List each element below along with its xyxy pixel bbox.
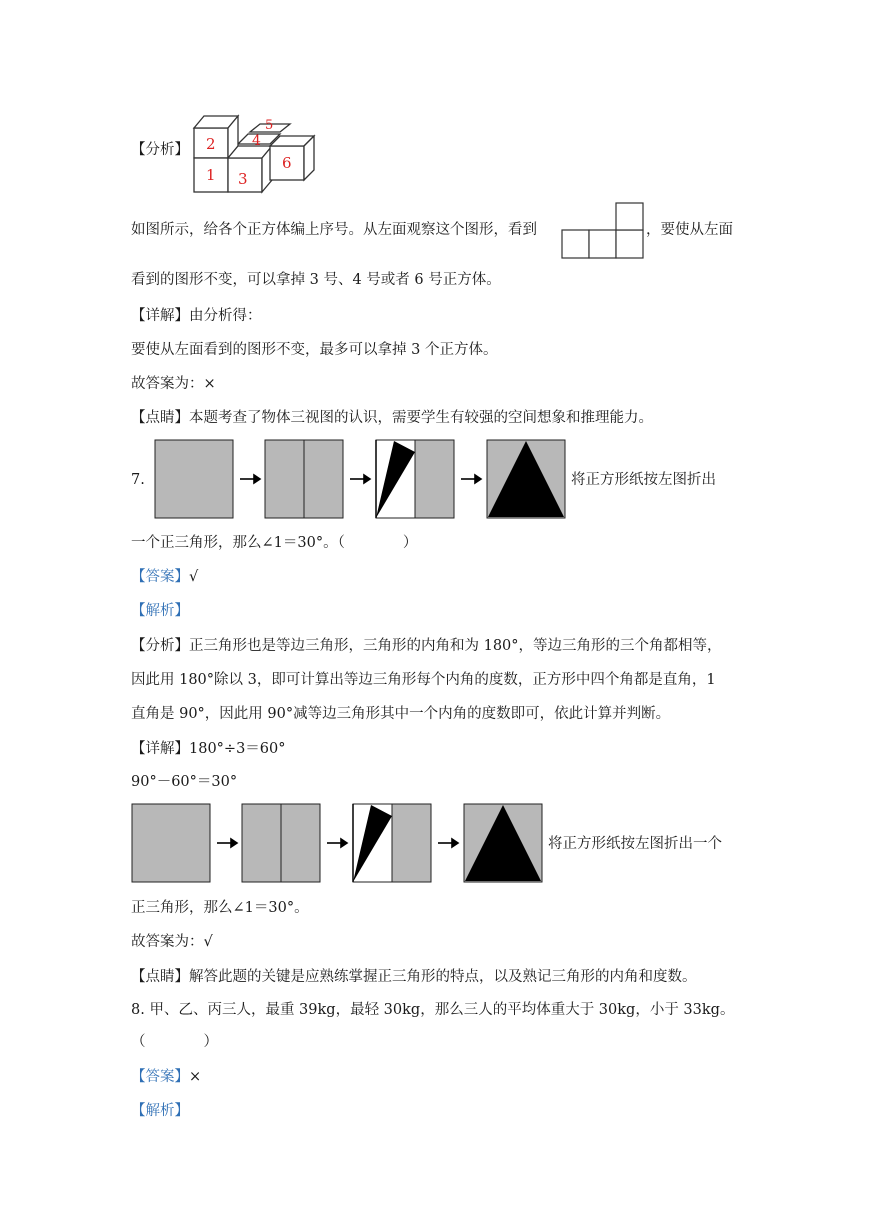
comment-text: 本题考查了物体三视图的认识，需要学生有较强的空间想象和推理能力。 bbox=[189, 410, 653, 426]
q7-fig2-line2: 正三角形，那么∠1＝30°。 bbox=[131, 900, 309, 916]
q7-fig2-right: 将正方形纸按左图折出一个 bbox=[548, 836, 722, 852]
comment-tag: 【点睛】 bbox=[131, 410, 189, 426]
answer-tag: 【答案】 bbox=[131, 1069, 189, 1085]
cube-label-1: 1 bbox=[206, 166, 216, 184]
answer-value: √ bbox=[189, 569, 199, 585]
comment-text: 解答此题的关键是应熟练掌握正三角形的特点，以及熟记三角形的内角和度数。 bbox=[189, 969, 697, 985]
q7-analysis-l1 bbox=[131, 636, 722, 656]
q8-answer bbox=[131, 1067, 201, 1087]
detail-text: 由分析得： bbox=[189, 308, 262, 324]
analysis-tag: 【分析】 bbox=[131, 142, 189, 158]
s6-line1-end: ，要使从左面 bbox=[646, 222, 733, 238]
q8-paren: （ ） bbox=[131, 1034, 218, 1050]
q7-detail-l2: 90°－60°＝30° bbox=[131, 774, 238, 790]
q7-answer bbox=[131, 567, 198, 587]
fold-sequence-figure-1 bbox=[154, 439, 568, 521]
q7-analysis-l2: 因此用 180°除以 3，即可计算出等边三角形每个内角的度数，正方形中四个角都是直角，1 bbox=[131, 672, 716, 688]
q7-number: 7. bbox=[131, 472, 145, 488]
q7-answer-line: 故答案为：√ bbox=[131, 934, 213, 950]
s6-answer: 故答案为：× bbox=[131, 376, 216, 392]
q7-detail-l1 bbox=[131, 739, 286, 759]
q7-stem-line2: 一个正三角形，那么∠1＝30°。（ ） bbox=[131, 535, 418, 551]
cube-label-3: 3 bbox=[238, 170, 248, 188]
comment-tag: 【点睛】 bbox=[131, 969, 189, 985]
s6-comment bbox=[131, 408, 653, 428]
q7-analysis-l3: 直角是 90°，因此用 90°减等边三角形其中一个内角的度数即可，依此计算并判断。 bbox=[131, 706, 671, 722]
q8-stem: 8. 甲、乙、丙三人，最重 39kg，最轻 30kg，那么三人的平均体重大于 30kg，小于 33kg。 bbox=[131, 1002, 735, 1018]
q7-stem-right: 将正方形纸按左图折出 bbox=[571, 472, 716, 488]
s6-line4: 要使从左面看到的图形不变，最多可以拿掉 3 个正方体。 bbox=[131, 342, 498, 358]
s6-detail bbox=[131, 306, 262, 326]
cube-label-6: 6 bbox=[282, 154, 292, 172]
detail-text: 180°÷3＝60° bbox=[189, 741, 286, 757]
left-view-figure bbox=[561, 202, 645, 260]
cube-label-2: 2 bbox=[206, 135, 216, 153]
analysis-text: 正三角形也是等边三角形，三角形的内角和为 180°，等边三角形的三个角都相等， bbox=[189, 638, 722, 654]
q8-explain-tag: 【解析】 bbox=[131, 1103, 189, 1119]
s6-line2: 看到的图形不变，可以拿掉 3 号、4 号或者 6 号正方体。 bbox=[131, 272, 501, 288]
detail-tag: 【详解】 bbox=[131, 308, 189, 324]
answer-tag: 【答案】 bbox=[131, 569, 189, 585]
q7-comment bbox=[131, 967, 697, 987]
s6-line1: 如图所示，给各个正方体编上序号。从左面观察这个图形，看到 bbox=[131, 222, 537, 238]
q7-explain-tag: 【解析】 bbox=[131, 603, 189, 619]
cube-label-4: 4 bbox=[252, 133, 261, 149]
answer-value: × bbox=[189, 1069, 202, 1085]
cube-label-5: 5 bbox=[265, 118, 274, 133]
cube-stack-figure bbox=[190, 112, 320, 196]
fold-sequence-figure-2 bbox=[131, 803, 545, 885]
detail-tag: 【详解】 bbox=[131, 741, 189, 757]
analysis-tag: 【分析】 bbox=[131, 638, 189, 654]
